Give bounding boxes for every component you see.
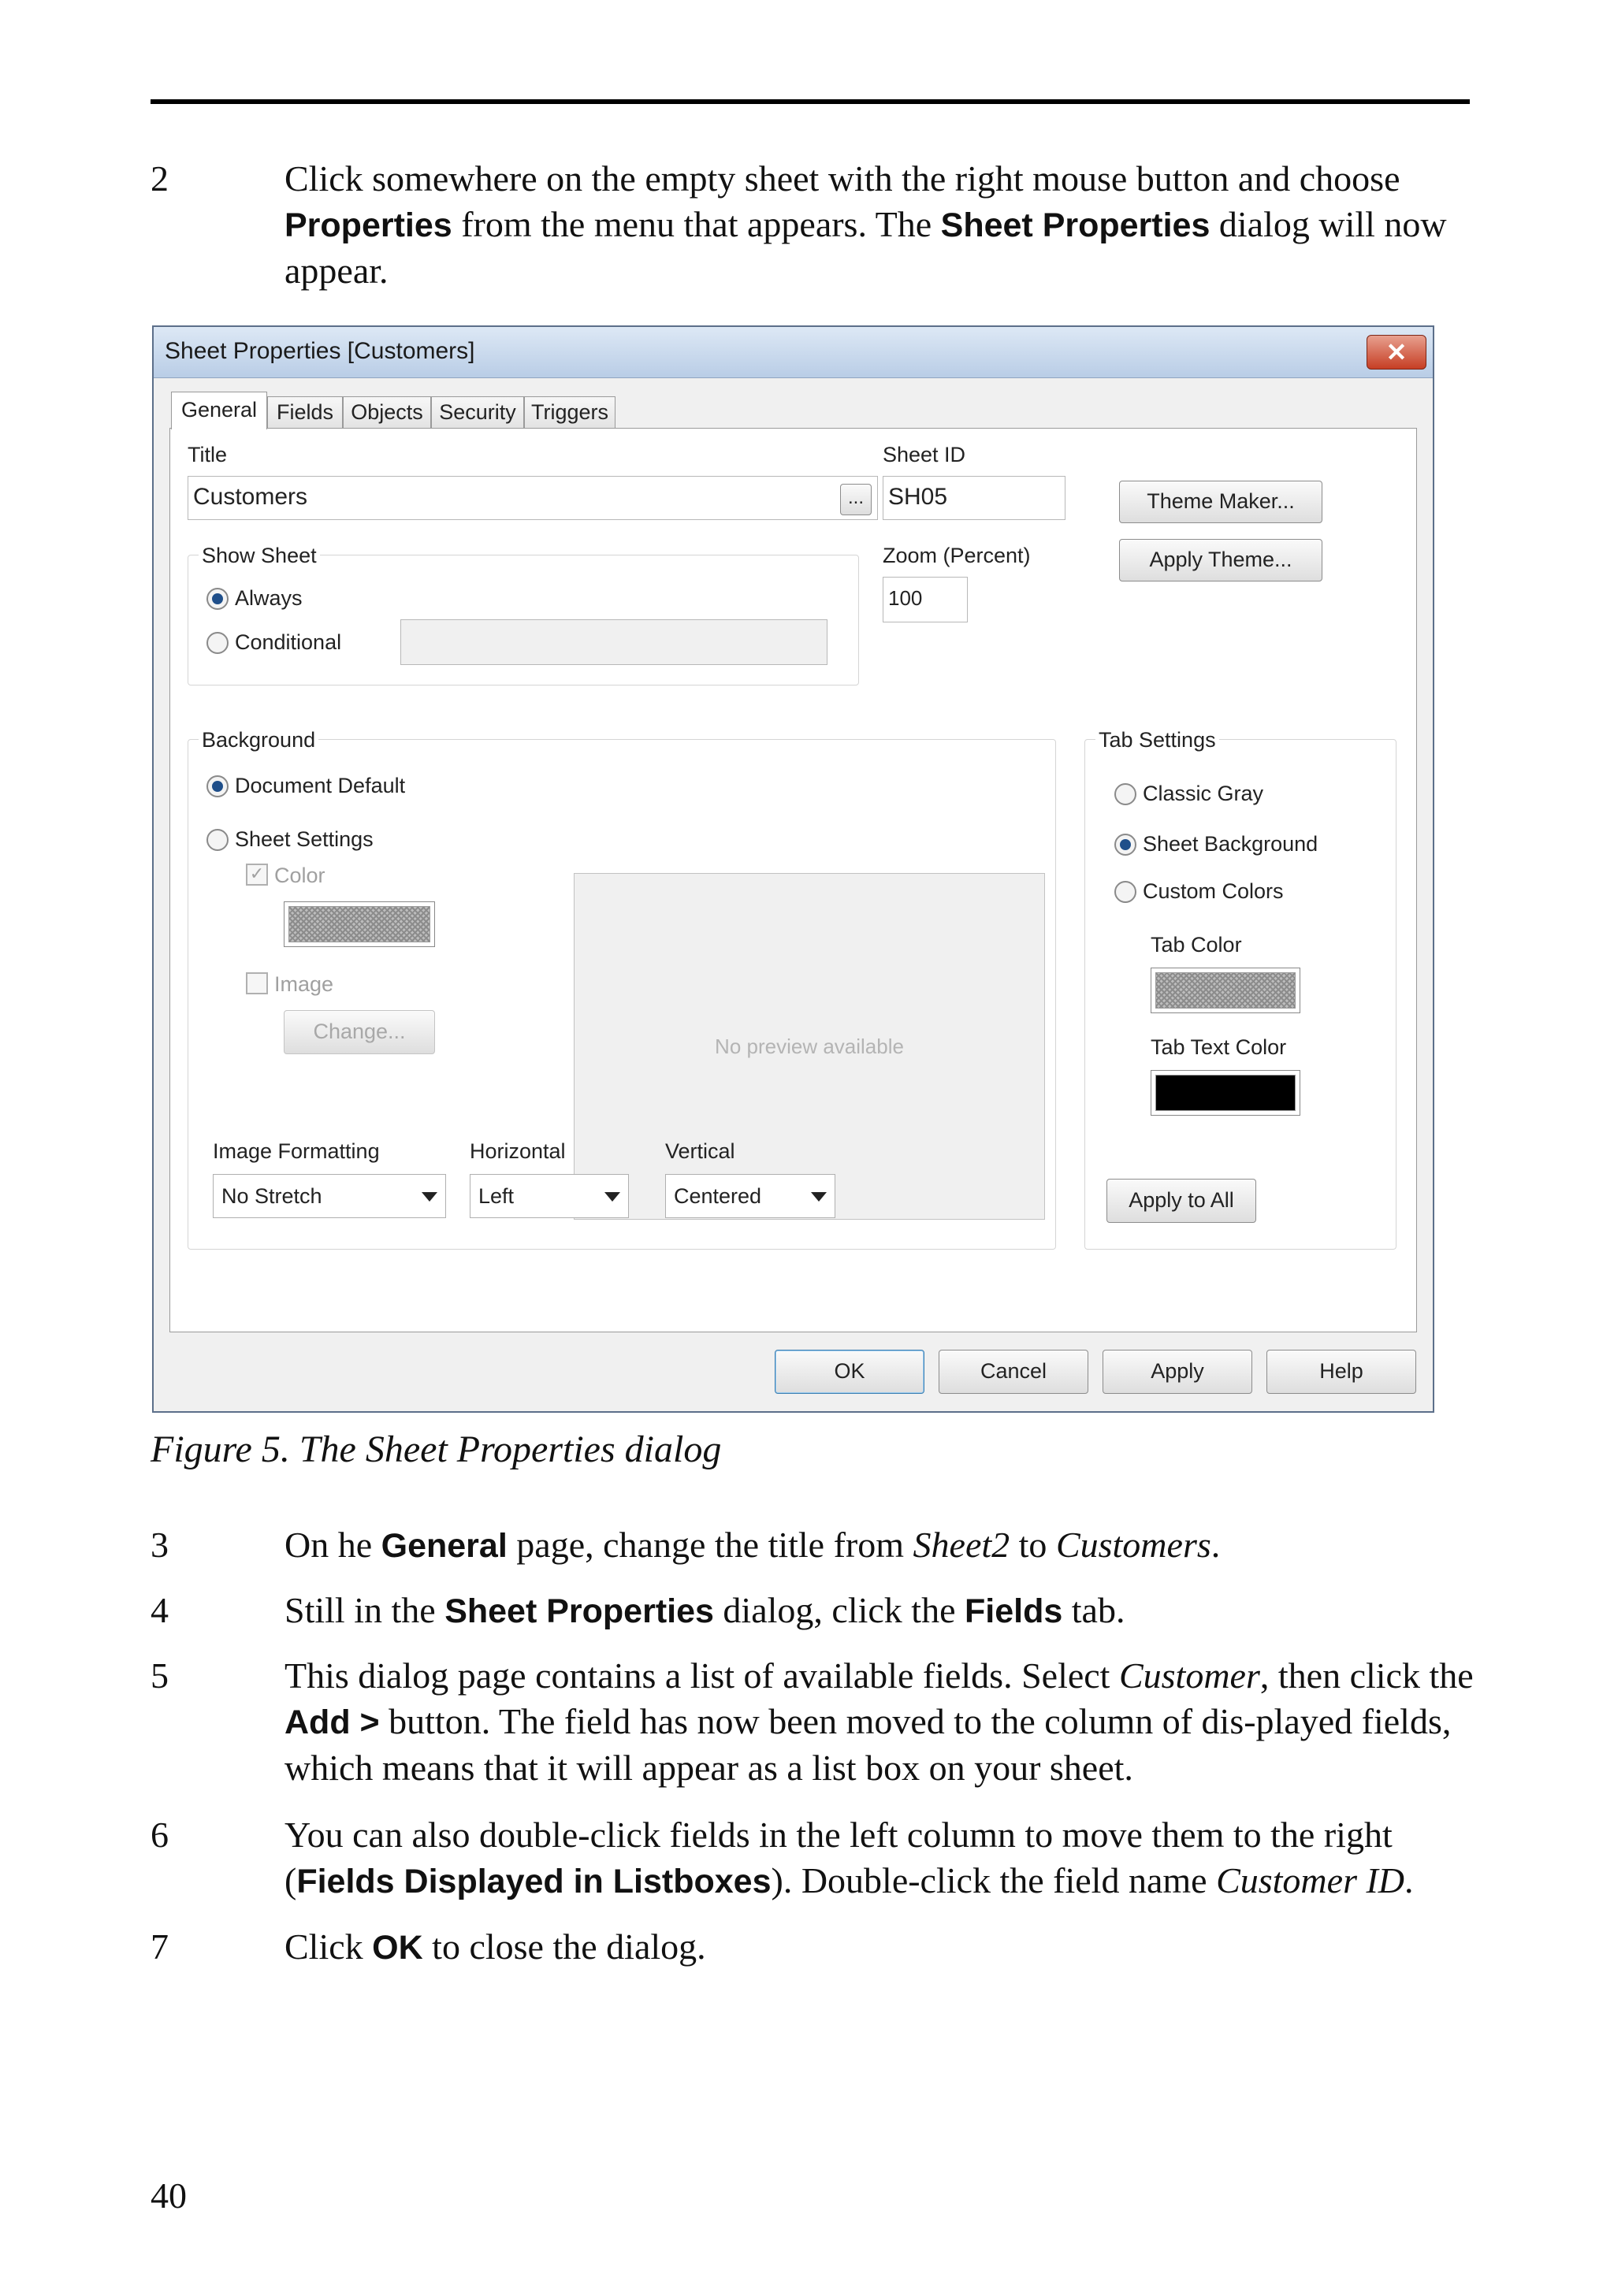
italic-term: Customer ID — [1216, 1860, 1405, 1900]
text-run: , then click the — [1259, 1655, 1474, 1696]
text-run: Click somewhere on the empty sheet with the right mouse button and choose — [284, 158, 1400, 199]
background-color-fill — [288, 906, 430, 942]
step-number: 5 — [151, 1655, 169, 1696]
tab-security[interactable]: Security — [431, 396, 524, 428]
custom-colors-radio[interactable] — [1114, 881, 1136, 903]
step-text — [284, 1924, 1475, 1971]
chevron-down-icon — [422, 1192, 437, 1202]
text-run: dialog, click the — [713, 1590, 965, 1630]
dialog-title: Sheet Properties [Customers] — [165, 338, 475, 364]
tab-triggers[interactable]: Triggers — [524, 396, 615, 428]
horizontal-select[interactable] — [470, 1174, 629, 1218]
help-button[interactable]: Help — [1266, 1350, 1416, 1394]
ok-button[interactable]: OK — [775, 1350, 924, 1394]
bold-term: General — [381, 1527, 508, 1565]
horizontal-label: Horizontal — [470, 1139, 566, 1163]
text-run: This dialog page contains a list of available fields. Select — [284, 1655, 1119, 1696]
general-panel — [169, 428, 1417, 1332]
theme-maker-button[interactable]: Theme Maker... — [1119, 481, 1322, 523]
chevron-down-icon — [811, 1192, 827, 1202]
bold-term: Properties — [284, 206, 452, 244]
vertical-label: Vertical — [665, 1139, 735, 1163]
bold-term: Fields Displayed in Listboxes — [296, 1863, 772, 1900]
text-run: . — [1210, 1525, 1221, 1565]
title-input[interactable]: Customers — [188, 476, 878, 520]
tab-general[interactable]: General — [171, 392, 267, 429]
step-number: 2 — [151, 158, 169, 199]
sheet-background-radio[interactable] — [1114, 834, 1136, 856]
custom-colors-label[interactable]: Custom Colors — [1143, 879, 1284, 903]
header-rule — [151, 99, 1470, 104]
vertical-select[interactable] — [665, 1174, 835, 1218]
text-run: from the menu that appears. The — [452, 204, 941, 244]
cancel-button[interactable]: Cancel — [939, 1350, 1088, 1394]
tab-fields[interactable]: Fields — [267, 396, 343, 428]
sheet-properties-dialog — [152, 325, 1434, 1413]
italic-term: Customers — [1055, 1525, 1211, 1565]
sheet-settings-label[interactable]: Sheet Settings — [235, 827, 374, 851]
title-browse-button[interactable]: ... — [840, 484, 872, 515]
zoom-input[interactable]: 100 — [883, 577, 968, 622]
apply-to-all-button[interactable]: Apply to All — [1106, 1179, 1256, 1223]
step-text — [284, 1653, 1475, 1791]
close-icon[interactable]: ✕ — [1367, 335, 1426, 370]
no-preview-text: No preview available — [715, 1035, 904, 1058]
conditional-label[interactable]: Conditional — [235, 630, 342, 654]
always-label[interactable]: Always — [235, 586, 303, 610]
italic-term: Sheet2 — [913, 1525, 1010, 1565]
sheet-id-input[interactable]: SH05 — [883, 476, 1065, 520]
step-text — [284, 156, 1475, 294]
step-number: 7 — [151, 1926, 169, 1967]
color-checkbox[interactable]: ✓ — [246, 864, 268, 886]
image-checkbox[interactable] — [246, 972, 268, 994]
bold-term: Sheet Properties — [940, 206, 1210, 244]
background-color-swatch[interactable] — [284, 901, 435, 947]
italic-term: Customer — [1118, 1655, 1260, 1696]
text-run: You can also double-click fields in the left column to move them to the right ( — [284, 1815, 1393, 1900]
page-number: 40 — [151, 2175, 187, 2216]
image-label: Image — [274, 972, 334, 996]
tab-text-color-swatch[interactable] — [1151, 1070, 1300, 1116]
tab-color-label: Tab Color — [1151, 933, 1242, 957]
dialog-titlebar — [154, 327, 1433, 378]
text-run: Click — [284, 1926, 373, 1967]
text-run: . — [1404, 1860, 1414, 1900]
text-run: Still in the — [284, 1590, 445, 1630]
text-run: ). Double-click the field name — [771, 1860, 1217, 1900]
figure-caption: Figure 5. The Sheet Properties dialog — [151, 1428, 722, 1470]
step-text — [284, 1812, 1475, 1904]
image-formatting-value: No Stretch — [221, 1184, 322, 1208]
step-text — [284, 1522, 1475, 1569]
bold-term: OK — [372, 1929, 423, 1967]
tab-text-color-label: Tab Text Color — [1151, 1035, 1287, 1059]
conditional-radio[interactable] — [206, 632, 229, 654]
bold-term: Add > — [284, 1703, 380, 1741]
tab-color-fill — [1155, 972, 1296, 1009]
color-label: Color — [274, 864, 325, 887]
sheet-settings-radio[interactable] — [206, 829, 229, 851]
always-radio[interactable] — [206, 588, 229, 610]
text-run: dialog will now appear. — [284, 204, 1447, 291]
image-formatting-label: Image Formatting — [213, 1139, 380, 1163]
bold-term: Fields — [965, 1592, 1063, 1630]
tab-text-color-fill — [1155, 1075, 1296, 1111]
classic-gray-radio[interactable] — [1114, 783, 1136, 805]
change-button[interactable]: Change... — [284, 1010, 435, 1054]
tab-color-swatch[interactable] — [1151, 968, 1300, 1013]
document-default-label[interactable]: Document Default — [235, 774, 406, 797]
conditional-input[interactable] — [400, 619, 827, 665]
step-number: 4 — [151, 1590, 169, 1630]
classic-gray-label[interactable]: Classic Gray — [1143, 782, 1264, 805]
text-run: button. The field has now been moved to the column of dis-played fields, which means that it will appear as a list box on your sheet. — [284, 1701, 1452, 1788]
image-formatting-select[interactable] — [213, 1174, 446, 1218]
apply-button[interactable]: Apply — [1103, 1350, 1252, 1394]
background-label: Background — [199, 728, 318, 752]
text-run: to — [1010, 1525, 1056, 1565]
title-label: Title — [188, 443, 228, 466]
sheet-background-label[interactable]: Sheet Background — [1143, 832, 1318, 856]
tab-objects[interactable]: Objects — [343, 396, 431, 428]
document-default-radio[interactable] — [206, 775, 229, 797]
vertical-value: Centered — [674, 1184, 762, 1208]
step-text — [284, 1588, 1475, 1634]
text-run: to close the dialog. — [422, 1926, 706, 1967]
step-number: 3 — [151, 1525, 169, 1565]
image-preview — [574, 873, 1045, 1220]
sheet-id-label: Sheet ID — [883, 443, 966, 466]
bold-term: Sheet Properties — [444, 1592, 714, 1630]
horizontal-value: Left — [478, 1184, 515, 1208]
text-run: On he — [284, 1525, 381, 1565]
chevron-down-icon — [604, 1192, 620, 1202]
show-sheet-label: Show Sheet — [199, 544, 320, 568]
text-run: page, change the title from — [507, 1525, 913, 1565]
tab-settings-label: Tab Settings — [1095, 728, 1219, 752]
apply-theme-button[interactable]: Apply Theme... — [1119, 539, 1322, 581]
step-number: 6 — [151, 1815, 169, 1855]
zoom-label: Zoom (Percent) — [883, 544, 1031, 567]
text-run: tab. — [1062, 1590, 1125, 1630]
